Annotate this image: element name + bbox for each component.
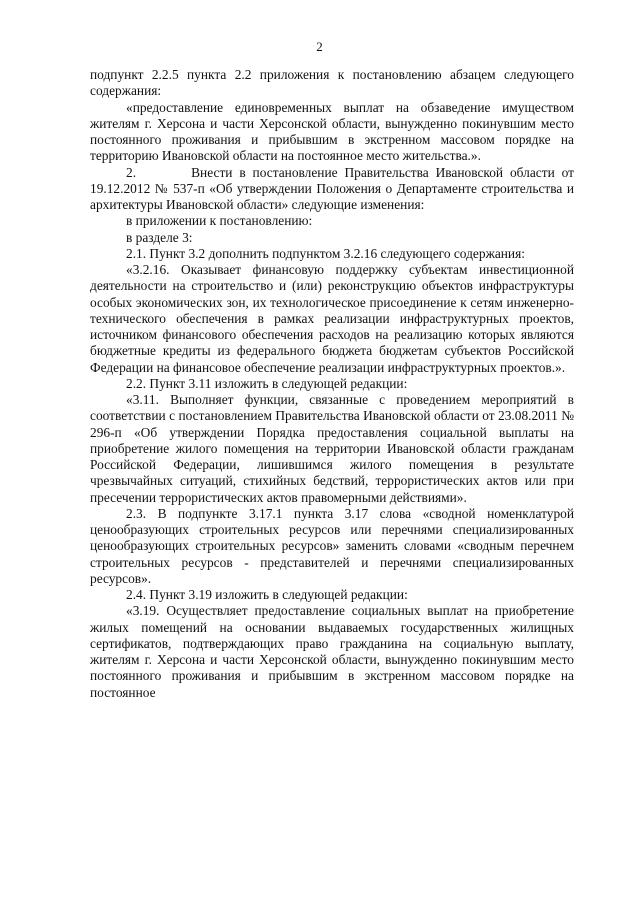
page-number: 2 — [316, 39, 323, 54]
paragraph: «3.2.16. Оказывает финансовую поддержку субъектам инвестиционной деятельности на строительство и (или) реконструкцию объектов инфраструктуры особых экономических зон, их технологическое присоединение к сетям инженерно-технического обеспечения в рамках реализации инфраструктурных проектов, источником финансового обеспечения расходов на реализацию которых являются бюджетные кредиты из федерального бюджета бюджетам субъектов Российской Федерации на финансовое обеспечение реализации инфраструктурных проектов.». — [90, 262, 574, 375]
document-body — [90, 67, 578, 701]
paragraph: «3.19. Осуществляет предоставление социальных выплат на приобретение жилых помещений на основании выдаваемых государственных жилищных сертификатов, подтверждающих право гражданина на социальную выплату, жителям г. Херсона и части Херсонской области, вынужденно покинувшим место постоянного проживания и прибывшим в экстренном массовом порядке на постоянное — [90, 603, 574, 700]
paragraph: 2.4. Пункт 3.19 изложить в следующей редакции: — [126, 587, 408, 602]
paragraph: 2.2. Пункт 3.11 изложить в следующей редакции: — [126, 375, 408, 391]
paragraph: 2.1. Пункт 3.2 дополнить подпунктом 3.2.16 следующего содержания: — [126, 245, 525, 261]
paragraph: 2.3. В подпункте 3.17.1 пункта 3.17 слова «сводной номенклатурой ценообразующих строительных ресурсов или перечнями специализированных ценообразующих строительных ресурсов» заменить словами «сводным перечнем строительных ресурсов - представителей и перечнями специализированных ресурсов». — [90, 505, 574, 586]
paragraph: подпункт 2.2.5 пункта 2.2 приложения к постановлению абзацем следующего содержания: — [90, 67, 574, 99]
paragraph: «предоставление единовременных выплат на обзаведение имуществом жителям г. Херсона и части Херсонской области, вынужденно покинувшим место постоянного проживания и прибывшим в экстренном массовом порядке на территорию Ивановской области на постоянное место жительства.». — [90, 99, 574, 164]
paragraph: 2. Внести в постановление Правительства Ивановской области от 19.12.2012 № 537-п «Об утверждении Положения о Департаменте строительства и архитектуры Ивановской области» следующие изменения: — [90, 164, 578, 212]
paragraph: в приложении к постановлению: — [126, 213, 313, 229]
paragraph: «3.11. Выполняет функции, связанные с проведением мероприятий в соответствии с постановлением Правительства Ивановской области от 23.08.2011 № 296-п «Об утверждении Порядка предоставления социальной выплаты на приобретение жилого помещения на территории Ивановской области гражданам Российской Федерации, лишившимся жилого помещения в результате чрезвычайных ситуаций, стихийных бедствий, террористических актов или при пресечении террористических актов правомерными действиями». — [90, 392, 574, 505]
paragraph: в разделе 3: — [126, 229, 193, 245]
